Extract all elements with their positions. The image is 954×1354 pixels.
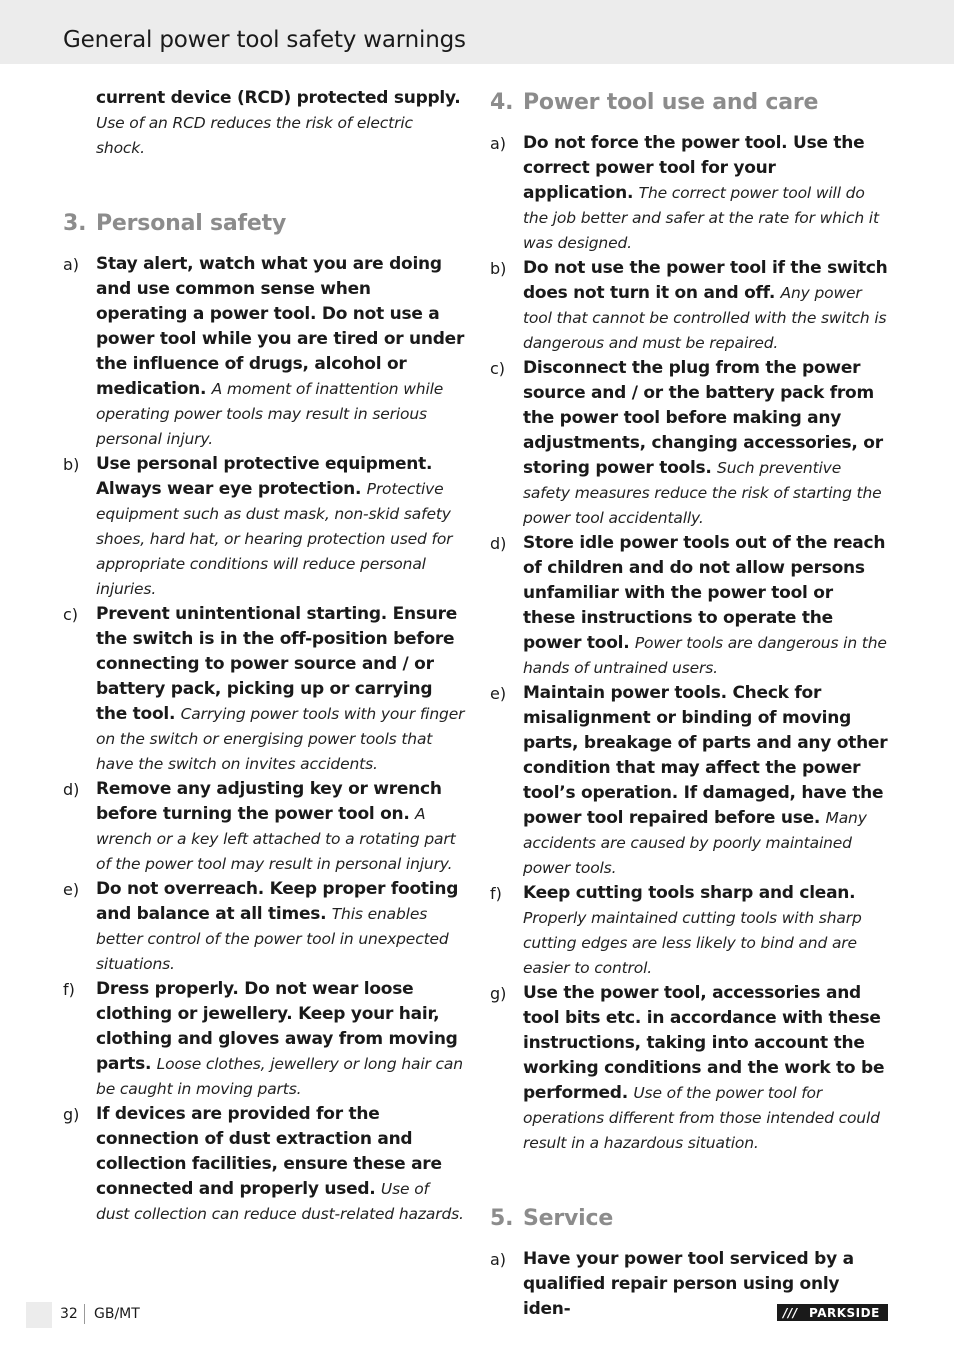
- item-bold: Stay alert, watch what you are doing and use common sense when operating a power tool. Do not use a power tool while you are tired or under the influence of drugs, alcohol or medication.: [96, 254, 465, 399]
- item-bold: Do not use the power tool if the switch does not turn it on and off.: [523, 258, 888, 303]
- footer-marker: [26, 1302, 52, 1328]
- section-number: 5.: [490, 1205, 514, 1231]
- list-item: [490, 256, 890, 356]
- section-title: Power tool use and care: [523, 89, 819, 115]
- item-italic: Protective equipment such as dust mask, non-skid safety shoes, hard hat, or hearing protection used for appropriate conditions will reduce personal injuries.: [96, 480, 453, 598]
- item-italic: Use of the power tool for operations different from those intended could result in a hazardous situation.: [523, 1084, 880, 1152]
- item-italic: Carrying power tools with your finger on the switch or energising power tools that have the switch on invites accidents.: [96, 705, 465, 773]
- item-bold: Use the power tool, accessories and tool bits etc. in accordance with these instructions, taking into account the working conditions and the work to be performed.: [523, 983, 885, 1103]
- item-italic: Power tools are dangerous in the hands of untrained users.: [523, 634, 887, 677]
- list-item: [63, 1102, 465, 1227]
- item-italic: Many accidents are caused by poorly maintained power tools.: [523, 809, 867, 877]
- item-label: f): [63, 980, 75, 999]
- item-bold: Do not overreach. Keep proper footing and balance at all times.: [96, 879, 459, 924]
- left-column: [63, 86, 465, 1227]
- section-number: 4.: [490, 89, 514, 115]
- list-item: [490, 881, 890, 981]
- section-heading-power-tool-use: [490, 86, 890, 118]
- footer-divider: [84, 1304, 85, 1324]
- section-title: Personal safety: [96, 210, 287, 236]
- item-label: b): [490, 259, 507, 278]
- item-label: c): [63, 605, 79, 624]
- item-italic: Loose clothes, jewellery or long hair can be caught in moving parts.: [96, 1055, 463, 1098]
- intro-bold: current device (RCD) protected supply.: [96, 88, 461, 108]
- item-label: g): [490, 984, 507, 1003]
- item-italic: Use of dust collection can reduce dust-related hazards.: [96, 1180, 464, 1223]
- list-item: [63, 977, 465, 1102]
- item-bold: Remove any adjusting key or wrench before turning the power tool on.: [96, 779, 442, 824]
- item-label: e): [490, 684, 507, 703]
- item-label: a): [63, 255, 80, 274]
- right-column: [490, 86, 890, 1322]
- list-item: [490, 681, 890, 881]
- section-title: Service: [523, 1205, 614, 1231]
- page-number: 32: [60, 1306, 78, 1322]
- item-bold: Have your power tool serviced by a qualified repair person using only iden-: [523, 1249, 854, 1319]
- parkside-logo: [777, 1304, 888, 1321]
- list-item: [490, 131, 890, 256]
- item-label: c): [490, 359, 506, 378]
- item-italic: The correct power tool will do the job better and safer at the rate for which it was designed.: [523, 184, 879, 252]
- page-title: General power tool safety warnings: [63, 27, 466, 53]
- item-italic: Any power tool that cannot be controlled with the switch is dangerous and must be repaired.: [523, 284, 887, 352]
- item-italic: A moment of inattention while operating power tools may result in serious personal injury.: [96, 380, 444, 448]
- item-bold: Disconnect the plug from the power source and / or the battery pack from the power tool before making any adjustments, changing accessories, or storing power tools.: [523, 358, 883, 478]
- item-bold: Store idle power tools out of the reach of children and do not allow persons unfamiliar with the power tool or these instructions to operate the power tool.: [523, 533, 886, 653]
- item-bold: Use personal protective equipment. Always wear eye protection.: [96, 454, 433, 499]
- item-italic: Properly maintained cutting tools with sharp cutting edges are less likely to bind and are easier to control.: [523, 909, 862, 977]
- intro-italic: Use of an RCD reduces the risk of electric shock.: [96, 114, 413, 157]
- list-item: [63, 452, 465, 602]
- item-label: e): [63, 880, 80, 899]
- item-bold: Prevent unintentional starting. Ensure the switch is in the off-position before connecting to power source and / or battery pack, picking up or carrying the tool.: [96, 604, 458, 724]
- item-bold: Maintain power tools. Check for misalignment or binding of moving parts, breakage of parts and any other condition that may affect the power tool’s operation. If damaged, have the power tool repaired before use.: [523, 683, 888, 828]
- item-label: a): [490, 1250, 507, 1269]
- logo-stripes: ///: [783, 1305, 798, 1320]
- section-heading-service: [490, 1202, 890, 1234]
- list-item: [63, 877, 465, 977]
- item-bold: If devices are provided for the connection of dust extraction and collection facilities, ensure these are connected and properly used.: [96, 1104, 442, 1199]
- item-bold: Keep cutting tools sharp and clean.: [523, 883, 856, 903]
- list-item: [63, 252, 465, 452]
- item-italic: A wrench or a key left attached to a rotating part of the power tool may result in personal injury.: [96, 805, 456, 873]
- item-label: f): [490, 884, 502, 903]
- section-number: 3.: [63, 210, 87, 236]
- item-label: d): [63, 780, 80, 799]
- country-code: GB/MT: [94, 1306, 140, 1322]
- item-label: a): [490, 134, 507, 153]
- item-italic: Such preventive safety measures reduce the risk of starting the power tool accidentally.: [523, 459, 882, 527]
- intro-paragraph: [63, 86, 465, 161]
- list-item: [490, 531, 890, 681]
- item-label: g): [63, 1105, 80, 1124]
- item-bold: Dress properly. Do not wear loose clothing or jewellery. Keep your hair, clothing and gloves away from moving parts.: [96, 979, 458, 1074]
- section-heading-personal-safety: [63, 207, 465, 239]
- list-item: [490, 356, 890, 531]
- list-item: [63, 602, 465, 777]
- item-label: d): [490, 534, 507, 553]
- item-label: b): [63, 455, 80, 474]
- logo-text: PARKSIDE: [809, 1305, 880, 1320]
- item-italic: This enables better control of the power tool in unexpected situations.: [96, 905, 449, 973]
- list-item: [63, 777, 465, 877]
- list-item: [490, 981, 890, 1156]
- item-bold: Do not force the power tool. Use the correct power tool for your application.: [523, 133, 865, 203]
